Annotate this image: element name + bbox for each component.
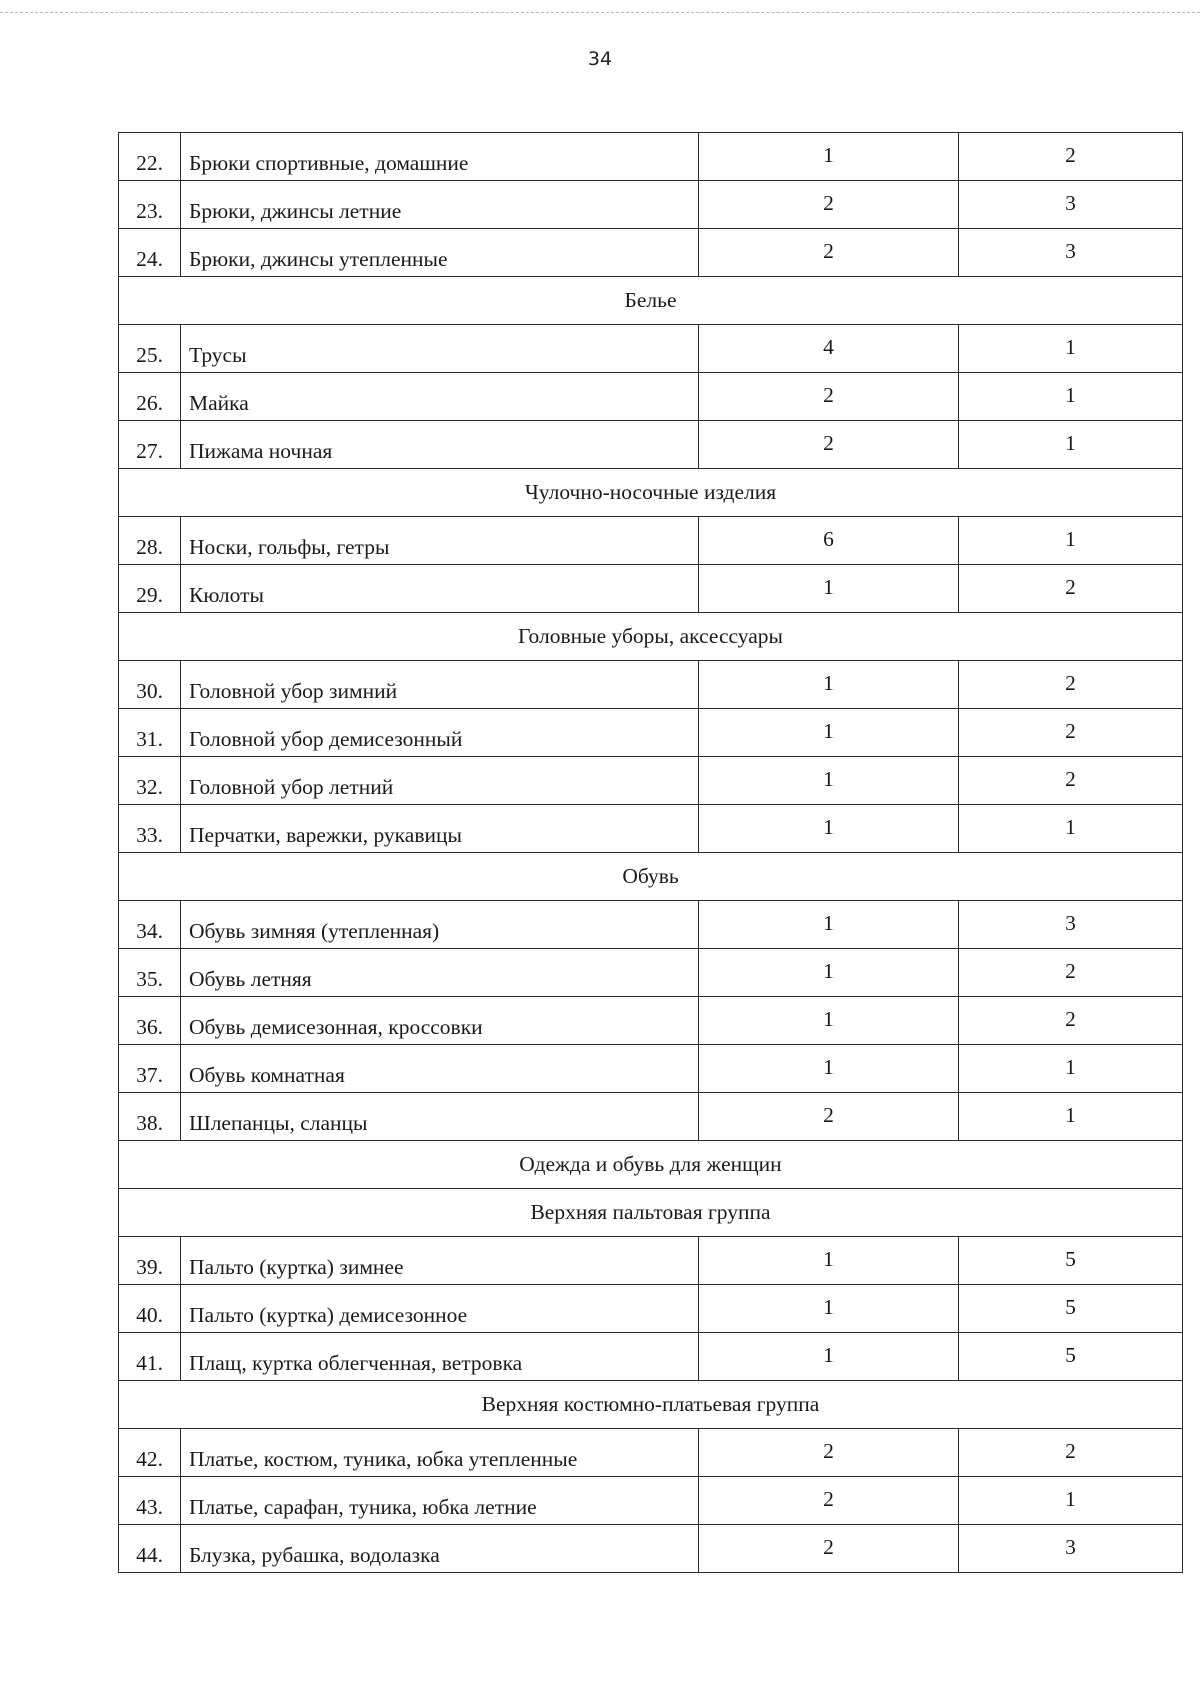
row-number: 39. xyxy=(119,1237,181,1285)
row-number: 27. xyxy=(119,421,181,469)
row-number: 22. xyxy=(119,133,181,181)
row-number: 43. xyxy=(119,1477,181,1525)
section-title: Обувь xyxy=(119,853,1183,901)
row-number: 32. xyxy=(119,757,181,805)
item-wear-term: 1 xyxy=(959,1477,1183,1525)
item-name: Брюки, джинсы утепленные xyxy=(181,229,699,277)
section-row xyxy=(119,469,1183,517)
table-row xyxy=(119,1429,1183,1477)
table-row xyxy=(119,1477,1183,1525)
table-row xyxy=(119,325,1183,373)
item-name: Брюки, джинсы летние xyxy=(181,181,699,229)
item-name: Головной убор летний xyxy=(181,757,699,805)
table-row xyxy=(119,565,1183,613)
item-name: Платье, сарафан, туника, юбка летние xyxy=(181,1477,699,1525)
item-quantity: 1 xyxy=(699,133,959,181)
page-number: 34 xyxy=(587,48,613,70)
item-wear-term: 2 xyxy=(959,997,1183,1045)
item-quantity: 1 xyxy=(699,997,959,1045)
row-number: 42. xyxy=(119,1429,181,1477)
table-row xyxy=(119,1285,1183,1333)
item-wear-term: 2 xyxy=(959,133,1183,181)
table-row xyxy=(119,133,1183,181)
section-title: Одежда и обувь для женщин xyxy=(119,1141,1183,1189)
item-name: Плащ, куртка облегченная, ветровка xyxy=(181,1333,699,1381)
row-number: 41. xyxy=(119,1333,181,1381)
row-number: 28. xyxy=(119,517,181,565)
row-number: 35. xyxy=(119,949,181,997)
section-row xyxy=(119,613,1183,661)
item-quantity: 6 xyxy=(699,517,959,565)
section-row xyxy=(119,1141,1183,1189)
section-row xyxy=(119,1381,1183,1429)
row-number: 36. xyxy=(119,997,181,1045)
section-row xyxy=(119,1189,1183,1237)
row-number: 33. xyxy=(119,805,181,853)
item-quantity: 2 xyxy=(699,1093,959,1141)
table-row xyxy=(119,421,1183,469)
item-name: Обувь комнатная xyxy=(181,1045,699,1093)
item-name: Майка xyxy=(181,373,699,421)
item-quantity: 1 xyxy=(699,1333,959,1381)
item-name: Брюки спортивные, домашние xyxy=(181,133,699,181)
item-wear-term: 1 xyxy=(959,421,1183,469)
item-name: Обувь демисезонная, кроссовки xyxy=(181,997,699,1045)
item-wear-term: 5 xyxy=(959,1285,1183,1333)
section-title: Верхняя костюмно-платьевая группа xyxy=(119,1381,1183,1429)
row-number: 25. xyxy=(119,325,181,373)
item-quantity: 1 xyxy=(699,949,959,997)
row-number: 31. xyxy=(119,709,181,757)
table-row xyxy=(119,373,1183,421)
table-row xyxy=(119,1333,1183,1381)
table-row xyxy=(119,1237,1183,1285)
item-name: Кюлоты xyxy=(181,565,699,613)
section-row xyxy=(119,277,1183,325)
item-wear-term: 1 xyxy=(959,517,1183,565)
item-wear-term: 1 xyxy=(959,805,1183,853)
item-wear-term: 2 xyxy=(959,1429,1183,1477)
section-title: Верхняя пальтовая группа xyxy=(119,1189,1183,1237)
row-number: 37. xyxy=(119,1045,181,1093)
item-quantity: 4 xyxy=(699,325,959,373)
item-name: Обувь летняя xyxy=(181,949,699,997)
item-quantity: 1 xyxy=(699,901,959,949)
row-number: 44. xyxy=(119,1525,181,1573)
row-number: 23. xyxy=(119,181,181,229)
item-quantity: 2 xyxy=(699,181,959,229)
item-name: Носки, гольфы, гетры xyxy=(181,517,699,565)
item-name: Перчатки, варежки, рукавицы xyxy=(181,805,699,853)
item-quantity: 2 xyxy=(699,1525,959,1573)
item-quantity: 1 xyxy=(699,565,959,613)
table-row xyxy=(119,901,1183,949)
item-name: Обувь зимняя (утепленная) xyxy=(181,901,699,949)
table-row xyxy=(119,949,1183,997)
section-title: Головные уборы, аксессуары xyxy=(119,613,1183,661)
item-quantity: 2 xyxy=(699,1477,959,1525)
table-row xyxy=(119,709,1183,757)
row-number: 30. xyxy=(119,661,181,709)
item-name: Шлепанцы, сланцы xyxy=(181,1093,699,1141)
item-wear-term: 3 xyxy=(959,1525,1183,1573)
clothing-norms-table xyxy=(118,132,1183,1573)
item-wear-term: 1 xyxy=(959,1045,1183,1093)
table-row xyxy=(119,181,1183,229)
section-title: Чулочно-носочные изделия xyxy=(119,469,1183,517)
item-name: Трусы xyxy=(181,325,699,373)
item-quantity: 1 xyxy=(699,757,959,805)
item-quantity: 2 xyxy=(699,421,959,469)
item-wear-term: 2 xyxy=(959,661,1183,709)
item-name: Головной убор демисезонный xyxy=(181,709,699,757)
item-quantity: 1 xyxy=(699,1237,959,1285)
table-row xyxy=(119,1093,1183,1141)
row-number: 24. xyxy=(119,229,181,277)
item-quantity: 1 xyxy=(699,805,959,853)
item-quantity: 2 xyxy=(699,229,959,277)
table-row xyxy=(119,805,1183,853)
row-number: 38. xyxy=(119,1093,181,1141)
item-name: Блузка, рубашка, водолазка xyxy=(181,1525,699,1573)
item-name: Платье, костюм, туника, юбка утепленные xyxy=(181,1429,699,1477)
item-wear-term: 3 xyxy=(959,901,1183,949)
section-title: Белье xyxy=(119,277,1183,325)
item-wear-term: 1 xyxy=(959,325,1183,373)
item-name: Пальто (куртка) демисезонное xyxy=(181,1285,699,1333)
item-quantity: 2 xyxy=(699,373,959,421)
table-row xyxy=(119,1045,1183,1093)
item-quantity: 2 xyxy=(699,1429,959,1477)
table-row xyxy=(119,229,1183,277)
item-quantity: 1 xyxy=(699,661,959,709)
item-wear-term: 1 xyxy=(959,373,1183,421)
section-row xyxy=(119,853,1183,901)
item-wear-term: 3 xyxy=(959,229,1183,277)
item-wear-term: 5 xyxy=(959,1333,1183,1381)
item-quantity: 1 xyxy=(699,1045,959,1093)
item-name: Пижама ночная xyxy=(181,421,699,469)
row-number: 26. xyxy=(119,373,181,421)
table-row xyxy=(119,1525,1183,1573)
item-wear-term: 3 xyxy=(959,181,1183,229)
table-row xyxy=(119,517,1183,565)
item-wear-term: 2 xyxy=(959,757,1183,805)
item-wear-term: 2 xyxy=(959,709,1183,757)
item-wear-term: 2 xyxy=(959,949,1183,997)
item-name: Пальто (куртка) зимнее xyxy=(181,1237,699,1285)
item-quantity: 1 xyxy=(699,1285,959,1333)
row-number: 29. xyxy=(119,565,181,613)
row-number: 34. xyxy=(119,901,181,949)
table-body xyxy=(119,133,1183,1573)
item-name: Головной убор зимний xyxy=(181,661,699,709)
row-number: 40. xyxy=(119,1285,181,1333)
item-wear-term: 5 xyxy=(959,1237,1183,1285)
item-quantity: 1 xyxy=(699,709,959,757)
table-row xyxy=(119,997,1183,1045)
table-row xyxy=(119,757,1183,805)
table-row xyxy=(119,661,1183,709)
item-wear-term: 2 xyxy=(959,565,1183,613)
scan-top-edge xyxy=(0,12,1200,13)
item-wear-term: 1 xyxy=(959,1093,1183,1141)
